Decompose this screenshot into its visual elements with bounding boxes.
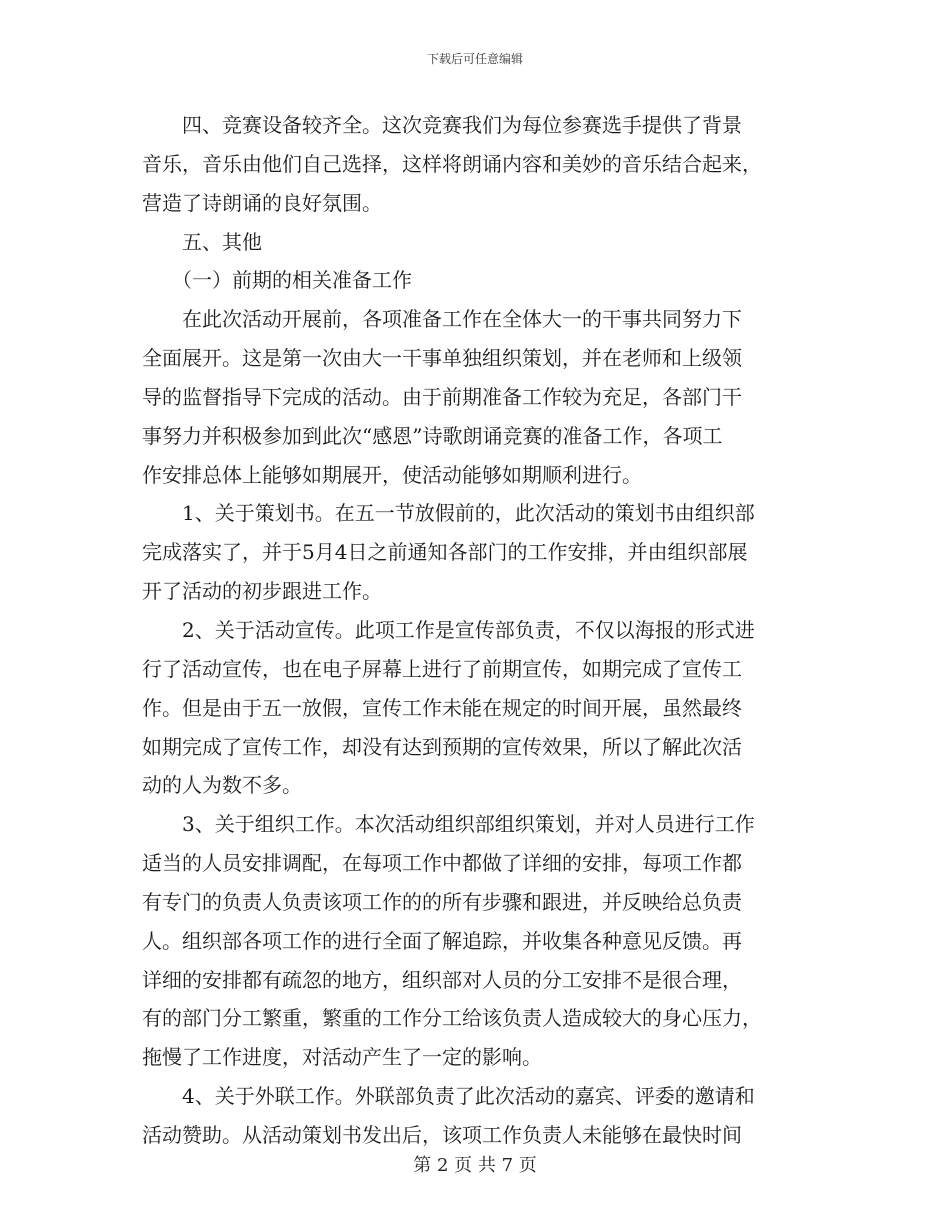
text-line: 如期完成了宣传工作，却没有达到预期的宣传效果，所以了解此次活 [142,734,742,759]
text-line: 营造了诗朗诵的良好氛围。 [142,190,382,215]
text-line: 四、竞赛设备较齐全。这次竞赛我们为每位参赛选手提供了背景 [142,113,742,137]
text-line: 作。但是由于五一放假，宣传工作未能在规定的时间开展，虽然最终 [142,695,742,720]
page-footer: 第 2 页 共 7 页 [413,1155,537,1176]
document-body [142,106,810,1155]
text-line: 活动赞助。从活动策划书发出后，该项工作负责人未能够在最快时间 [142,1122,742,1147]
text-line: 人。组织部各项工作的进行全面了解追踪，并收集各种意见反馈。再 [142,928,742,953]
text-line: 完成落实了，并于5月4日之前通知各部门的工作安排，并由组织部展 [142,540,748,565]
text-line: 全面展开。这是第一次由大一干事单独组织策划，并在老师和上级领 [142,346,742,371]
text-line: 事努力并积极参加到此次“感恩”诗歌朗诵竞赛的准备工作，各项工 [142,423,723,448]
text-line: 详细的安排都有疏忽的地方，组织部对人员的分工安排不是很合理， [142,967,742,992]
text-line: 适当的人员安排调配，在每项工作中都做了详细的安排，每项工作都 [142,851,742,876]
text-line: 2、关于活动宣传。此项工作是宣传部负责，不仅以海报的形式进 [142,617,755,642]
text-line: 3、关于组织工作。本次活动组织部组织策划，并对人员进行工作 [142,812,755,837]
subsection-heading: （一）前期的相关准备工作 [142,268,412,293]
text-line: 动的人为数不多。 [142,773,302,798]
text-line: 在此次活动开展前，各项准备工作在全体大一的干事共同努力下 [142,307,742,332]
text-line: 音乐，音乐由他们自己选择，这样将朗诵内容和美妙的音乐结合起来， [142,151,762,176]
text-line: 导的监督指导下完成的活动。由于前期准备工作较为充足，各部门干 [142,384,742,409]
text-line: 开了活动的初步跟进工作。 [142,579,382,604]
text-line: 作安排总体上能够如期展开，使活动能够如期顺利进行。 [142,462,642,487]
text-line: 4、关于外联工作。外联部负责了此次活动的嘉宾、评委的邀请和 [142,1084,755,1109]
page-header: 下载后可任意编辑 [426,52,523,66]
text-line: 有专门的负责人负责该项工作的的所有步骤和跟进，并反映给总负责 [142,889,742,914]
text-line: 有的部门分工繁重，繁重的工作分工给该负责人造成较大的身心压力， [142,1006,762,1031]
text-line: 行了活动宣传，也在电子屏幕上进行了前期宣传，如期完成了宣传工 [142,656,742,681]
text-line: 拖慢了工作进度，对活动产生了一定的影响。 [142,1045,542,1070]
text-line: 1、关于策划书。在五一节放假前的，此次活动的策划书由组织部 [142,501,755,526]
section-heading: 五、其他 [142,229,262,254]
